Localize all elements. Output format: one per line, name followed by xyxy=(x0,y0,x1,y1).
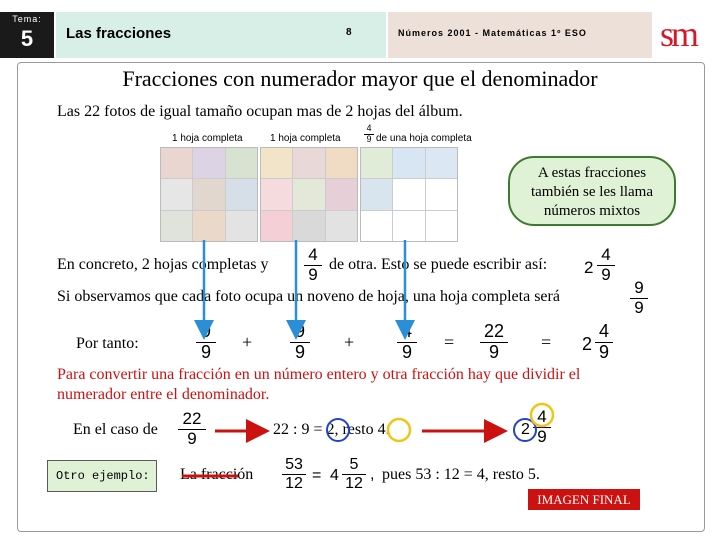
topic-title: Las fracciones xyxy=(66,25,172,42)
photo-album xyxy=(160,147,460,242)
fraction-numerator: 22 xyxy=(178,410,206,430)
tema-label: Tema: xyxy=(12,14,42,24)
fraction-denominator: 9 xyxy=(401,341,412,362)
callout-line-1: A estas fracciones xyxy=(537,165,647,181)
example-mixed-fraction xyxy=(342,456,366,492)
fraction-denominator: 9 xyxy=(187,428,197,448)
fraction-numerator: 53 xyxy=(282,456,306,475)
fraction-numerator: 4 xyxy=(364,124,374,135)
equals-sign-2: = xyxy=(541,332,552,352)
fraction-denominator: 9 xyxy=(634,297,644,317)
equals-sign-1: = xyxy=(444,332,455,352)
fraction-denominator: 9 xyxy=(598,341,609,362)
line2-mixed-fraction xyxy=(597,246,615,284)
photo-cell xyxy=(193,148,224,178)
photo-cell xyxy=(326,148,357,178)
topic-bar xyxy=(56,12,386,58)
photo-cell xyxy=(361,148,392,178)
photo-cell xyxy=(261,179,292,209)
album-page-1 xyxy=(160,147,258,242)
photo-cell xyxy=(393,179,424,209)
photo-cell xyxy=(426,179,457,209)
la-fraccion-text: La fracción xyxy=(180,466,254,483)
photo-cell xyxy=(261,148,292,178)
case-mixed-fraction xyxy=(533,408,551,446)
final-image-button[interactable]: IMAGEN FINAL xyxy=(528,489,640,510)
album-page-3 xyxy=(360,147,458,242)
fraction-numerator: 4 xyxy=(533,408,551,428)
line3-fraction xyxy=(630,279,648,317)
eq-mixed-fraction xyxy=(595,322,613,363)
fraction-denominator: 12 xyxy=(285,474,303,492)
example-mixed-whole: 4 xyxy=(330,467,339,484)
photo-cell xyxy=(193,211,224,241)
eq-fraction-2 xyxy=(290,322,310,363)
plus-sign-1: + xyxy=(242,332,253,352)
photo-cell xyxy=(193,179,224,209)
division-text: 22 : 9 = 2, resto 4. xyxy=(273,421,390,438)
photo-cell xyxy=(361,179,392,209)
photo-cell xyxy=(293,211,324,241)
photo-cell xyxy=(261,211,292,241)
fraction-denominator: 9 xyxy=(294,341,305,362)
photo-cell xyxy=(293,148,324,178)
eq-fraction-1 xyxy=(196,322,216,363)
other-example-box: Otro ejemplo: xyxy=(47,460,157,492)
line2-text-a: En concreto, 2 hojas completas y xyxy=(57,256,269,273)
photo-cell xyxy=(326,179,357,209)
fraction-numerator: 5 xyxy=(342,456,366,475)
tema-badge xyxy=(0,12,54,58)
photo-cell xyxy=(393,211,424,241)
line2-fraction xyxy=(304,246,322,284)
album-page2-label: 1 hoja completa xyxy=(270,133,341,144)
fraction-numerator: 9 xyxy=(290,322,310,343)
rule-text-line-1: Para convertir una fracción en un número entero y otra fracción hay que dividir el xyxy=(57,366,581,383)
photo-cell xyxy=(226,179,257,209)
logo-text: sm xyxy=(660,14,697,54)
intro-text: Las 22 fotos de igual tamaño ocupan mas de 2 hojas del álbum. xyxy=(57,103,463,120)
case-mixed-whole: 2 xyxy=(521,421,530,438)
page-number: 8 xyxy=(346,27,352,38)
album-page-2 xyxy=(260,147,358,242)
case-label: En el caso de xyxy=(73,421,158,438)
fraction-numerator: 9 xyxy=(630,279,648,299)
plus-sign-2: + xyxy=(344,332,355,352)
photo-cell xyxy=(361,211,392,241)
eq-mixed-whole: 2 xyxy=(582,334,593,354)
rule-text-line-2: numerador entre el denominador. xyxy=(57,386,270,403)
fraction-numerator: 4 xyxy=(597,246,615,266)
album-page1-label: 1 hoja completa xyxy=(172,133,243,144)
line3-text: Si observamos que cada foto ocupa un noveno de hoja, una hoja completa será xyxy=(57,288,560,305)
example-equals: = xyxy=(312,467,322,484)
callout-line-3: números mixtos xyxy=(543,203,641,219)
photo-cell xyxy=(293,179,324,209)
photo-cell xyxy=(226,211,257,241)
photo-cell xyxy=(426,148,457,178)
fraction-denominator: 12 xyxy=(345,474,363,492)
therefore-label: Por tanto: xyxy=(76,335,139,352)
fraction-numerator: 4 xyxy=(397,322,417,343)
photo-cell xyxy=(326,211,357,241)
header-bar xyxy=(0,0,720,70)
photo-cell xyxy=(161,148,192,178)
fraction-denominator: 9 xyxy=(537,426,547,446)
book-title: Números 2001 - Matemáticas 1º ESO xyxy=(398,28,587,38)
fraction-numerator: 22 xyxy=(480,322,508,343)
fraction-numerator: 4 xyxy=(304,246,322,266)
photo-cell xyxy=(426,211,457,241)
example-note: pues 53 : 12 = 4, resto 5. xyxy=(382,466,540,483)
slide-title: Fracciones con numerador mayor que el denominador xyxy=(122,66,598,91)
fraction-denominator: 9 xyxy=(601,264,611,284)
fraction-numerator: 4 xyxy=(595,322,613,343)
eq-fraction-4 xyxy=(480,322,508,363)
case-fraction xyxy=(178,410,206,448)
example-fraction xyxy=(282,456,306,492)
photo-cell xyxy=(161,211,192,241)
line2-text-b: de otra. Esto se puede escribir así: xyxy=(329,256,548,273)
fraction-denominator: 9 xyxy=(488,341,499,362)
fraction-denominator: 9 xyxy=(366,133,372,144)
book-bar xyxy=(388,12,652,58)
publisher-logo xyxy=(654,12,720,58)
photo-cell xyxy=(393,148,424,178)
line2-mixed-whole: 2 xyxy=(584,258,594,277)
fraction-numerator: 9 xyxy=(196,322,216,343)
example-comma: , xyxy=(370,466,375,483)
album-page3-fraction xyxy=(364,124,374,145)
fraction-denominator: 9 xyxy=(308,264,318,284)
album-page3-label: de una hoja completa xyxy=(376,133,472,144)
eq-fraction-3 xyxy=(397,322,417,363)
callout-line-2: también se les llama xyxy=(530,184,654,200)
photo-cell xyxy=(161,179,192,209)
mixed-numbers-callout xyxy=(508,156,676,226)
fraction-denominator: 9 xyxy=(200,341,211,362)
tema-number: 5 xyxy=(20,26,34,51)
photo-cell xyxy=(226,148,257,178)
